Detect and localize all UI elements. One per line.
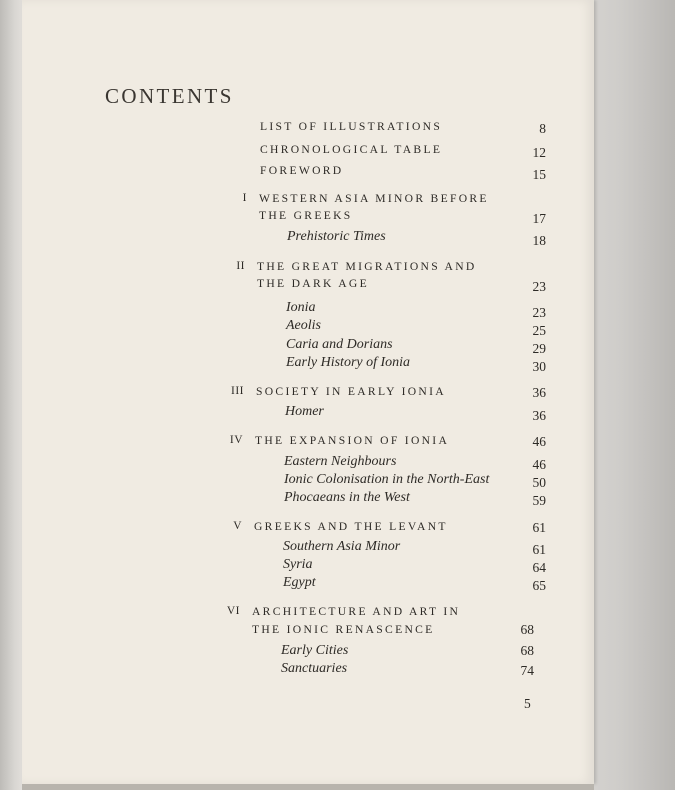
section-page: 61 (532, 542, 546, 557)
chapter-title: GREEKS AND THE LEVANT (254, 520, 448, 533)
section-title: Egypt (283, 575, 316, 590)
page-edge (22, 784, 594, 790)
toc-front-title: CHRONOLOGICAL TABLE (260, 143, 443, 156)
chapter-title-cont: THE DARK AGE (257, 277, 369, 290)
section-title: Caria and Dorians (286, 337, 393, 352)
section-page: 50 (532, 475, 546, 490)
chapter-title: WESTERN ASIA MINOR BEFORE (259, 192, 489, 205)
background-right (580, 0, 675, 790)
section-title: Early Cities (281, 643, 349, 658)
section-title: Phocaeans in the West (284, 490, 410, 505)
section-page: 23 (532, 305, 546, 320)
section-page: 64 (532, 560, 546, 575)
chapter-title: SOCIETY IN EARLY IONIA (256, 385, 446, 398)
chapter-numeral: V (233, 520, 242, 532)
section-title: Southern Asia Minor (283, 539, 401, 554)
section-page: 68 (520, 643, 534, 658)
chapter-numeral: II (236, 260, 245, 272)
toc-front-page: 12 (532, 145, 546, 160)
section-title: Aeolis (286, 318, 321, 333)
chapter-page: 36 (532, 385, 546, 400)
toc-front-page: 8 (539, 121, 546, 136)
chapter-page: 17 (532, 211, 546, 226)
section-title: Syria (283, 557, 313, 572)
section-page: 30 (532, 359, 546, 374)
section-title: Homer (285, 404, 324, 419)
section-page: 18 (532, 233, 546, 248)
section-title: Eastern Neighbours (284, 454, 397, 469)
chapter-numeral: VI (226, 605, 240, 617)
section-page: 65 (532, 578, 546, 593)
book-spine (0, 0, 24, 790)
toc-front-title: LIST OF ILLUSTRATIONS (260, 120, 443, 133)
chapter-numeral: I (242, 192, 247, 204)
chapter-title-cont: THE GREEKS (259, 209, 353, 222)
section-page: 36 (532, 408, 546, 423)
chapter-title: THE GREAT MIGRATIONS AND (257, 260, 477, 273)
page-number: 5 (524, 696, 531, 711)
chapter-numeral: III (231, 385, 244, 397)
section-page: 25 (532, 323, 546, 338)
chapter-page: 23 (532, 279, 546, 294)
section-title: Prehistoric Times (287, 229, 386, 244)
chapter-numeral: IV (229, 434, 243, 446)
section-title: Sanctuaries (281, 661, 348, 676)
section-title: Ionic Colonisation in the North-East (284, 472, 490, 487)
toc-front-page: 15 (532, 167, 546, 182)
chapter-title: THE EXPANSION OF IONIA (255, 434, 450, 447)
chapter-title: ARCHITECTURE AND ART IN (252, 605, 461, 618)
chapter-page: 61 (532, 520, 546, 535)
chapter-title-cont: THE IONIC RENASCENCE (252, 623, 435, 636)
section-title: Ionia (286, 300, 316, 315)
toc-front-title: FOREWORD (260, 164, 344, 177)
section-page: 29 (532, 341, 546, 356)
section-page: 46 (532, 457, 546, 472)
chapter-page: 68 (520, 622, 534, 637)
section-page: 74 (520, 663, 534, 678)
section-page: 59 (532, 493, 546, 508)
contents-heading: CONTENTS (105, 84, 234, 108)
section-title: Early History of Ionia (286, 355, 411, 370)
chapter-page: 46 (532, 434, 546, 449)
